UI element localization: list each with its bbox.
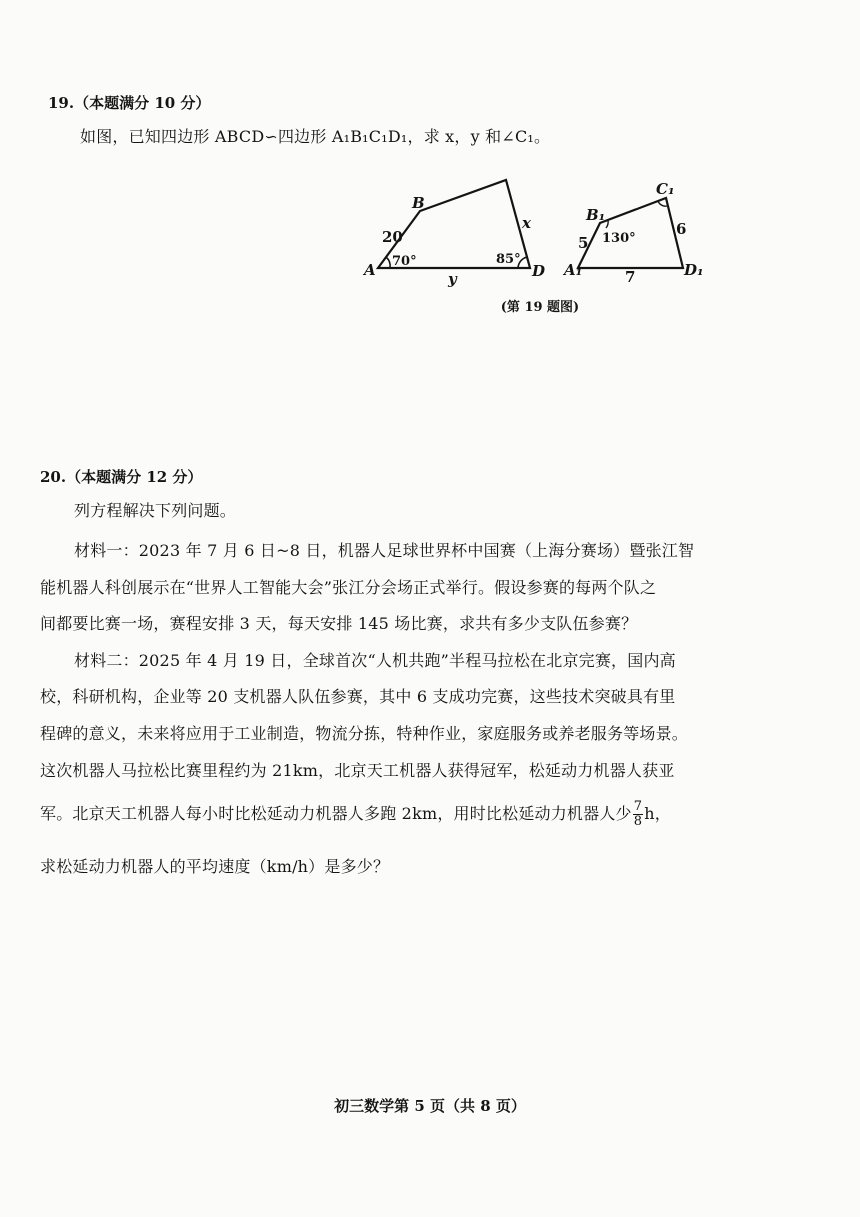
label-b1: B₁ xyxy=(586,206,606,224)
q20-material2-line1: 材料二：2025 年 4 月 19 日，全球首次“人机共跑”半程马拉松在北京完赛，国内高 xyxy=(74,651,676,670)
q20-points: （本题满分 12 分） xyxy=(66,468,203,486)
q20-instruction: 列方程解决下列问题。 xyxy=(74,501,237,520)
q20-material2-line2: 校，科研机构，企业等 20 支机器人队伍参赛，其中 6 支成功完赛，这些技术突破具有里 xyxy=(40,687,676,706)
q20-frac-line-before: 军。北京天工机器人每小时比松延动力机器人多跑 2km，用时比松延动力机器人少 xyxy=(40,804,632,823)
q19-stem: 如图，已知四边形 ABCD∽四边形 A₁B₁C₁D₁，求 x，y 和∠C₁。 xyxy=(80,127,551,146)
side-ad-label: y xyxy=(448,270,457,288)
q19-header xyxy=(48,92,210,113)
label-b: B xyxy=(412,194,425,212)
side-ab-label: 20 xyxy=(382,228,403,246)
q20-material1-line2: 能机器人科创展示在“世界人工智能大会”张江分会场正式举行。假设参赛的每两个队之 xyxy=(40,578,657,597)
q20-material1-line3: 间都要比赛一场，赛程安排 3 天，每天安排 145 场比赛，求共有多少支队伍参赛？ xyxy=(40,614,638,633)
q20-question: 求松延动力机器人的平均速度（km/h）是多少？ xyxy=(40,857,390,876)
angle-d-label: 85° xyxy=(496,252,521,267)
q20-material2-line3: 程碑的意义，未来将应用于工业制造，物流分拣，特种作业，家庭服务或养老服务等场景。 xyxy=(40,724,689,743)
q20-frac-line-after: h， xyxy=(644,804,671,823)
q19-points: （本题满分 10 分） xyxy=(74,94,211,112)
q20-header xyxy=(40,466,202,487)
label-d: D xyxy=(532,262,546,280)
page-footer: 初三数学第 5 页（共 8 页） xyxy=(334,1097,526,1115)
angle-a-label: 70° xyxy=(392,254,417,269)
q19-number: 19. xyxy=(48,94,75,112)
label-a1: A₁ xyxy=(564,261,583,279)
label-a: A xyxy=(364,261,376,279)
label-c1: C₁ xyxy=(656,180,675,198)
q20-number: 20. xyxy=(40,468,67,486)
q20-material2-line4: 这次机器人马拉松比赛里程约为 21km，北京天工机器人获得冠军，松延动力机器人获亚 xyxy=(40,761,675,780)
angle-c1-mark xyxy=(658,201,667,206)
fraction-7-8 xyxy=(633,800,643,829)
side-a1b1-label: 5 xyxy=(578,234,589,252)
side-a1d1-label: 7 xyxy=(625,268,636,286)
q20-material1-line1: 材料一：2023 年 7 月 6 日~8 日，机器人足球世界杯中国赛（上海分赛场）暨张江智 xyxy=(74,541,695,560)
angle-b1-label: 130° xyxy=(602,231,636,246)
side-cd-label: x xyxy=(522,214,531,232)
angle-a-mark xyxy=(386,257,390,268)
fraction-denominator: 8 xyxy=(633,814,643,829)
side-c1d1-label: 6 xyxy=(676,220,687,238)
fraction-numerator: 7 xyxy=(633,799,643,814)
label-d1: D₁ xyxy=(684,261,704,279)
q19-figure-caption: (第 19 题图) xyxy=(500,300,580,315)
q20-material2-line5 xyxy=(40,800,671,829)
